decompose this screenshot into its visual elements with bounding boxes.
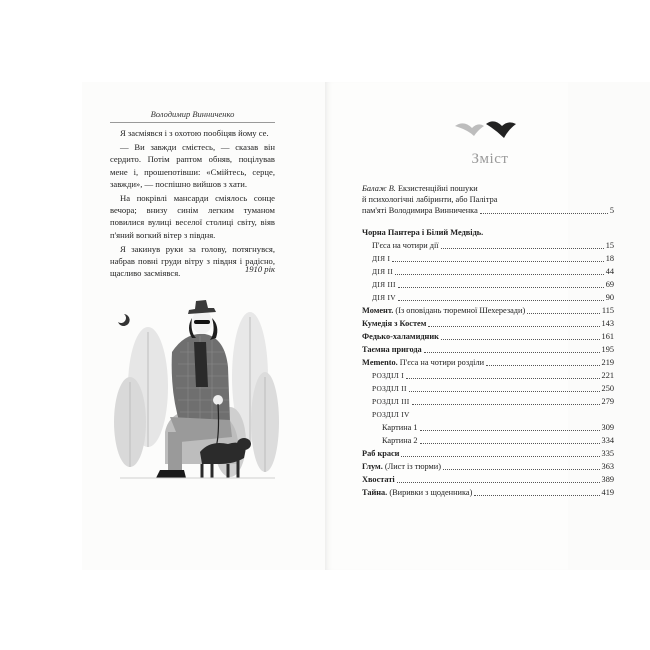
toc-entry[interactable]: ДІЯ І 18 [372,254,614,263]
paragraph: Я закинув руки за голову, потягнувся, набрав повні груди вітру з півдня і радісно, щасливо засміявся. [110,243,275,279]
toc-entry[interactable]: ДІЯ IV 90 [372,293,614,302]
paragraph: — Ви завжди смієтесь, — сказав він сердито. Потім раптом обняв, поцілував мене і, прошепотівши: «Смійтесь, серце, завжди», — поспішно вийшов з хати. [110,142,275,189]
toc-entry[interactable]: Хвостаті 389 [362,475,614,484]
toc-entry[interactable]: РОЗДІЛ ІІ 250 [372,384,614,393]
toc-entry[interactable]: Memento. П'єса на чотири розділи 219 [362,358,614,367]
toc-entry[interactable]: РОЗДІЛ ІІІ 279 [372,397,614,406]
date-line: 1910 рік [244,264,275,274]
toc-entry[interactable]: Чорна Пантера і Білий Медвідь. [362,228,484,237]
toc-entry[interactable]: РОЗДІЛ І 221 [372,371,614,380]
toc-entry[interactable]: Таємна пригода 195 [362,345,614,354]
toc-entry[interactable]: Картина 2 334 [382,436,614,445]
man-with-dog-illustration [110,292,280,492]
toc-entry[interactable]: Момент. (Із оповідань тюремної Шехерезади) 115 [362,306,614,315]
toc-intro-line3[interactable]: пам'яті Володимира Винниченка 5 [362,206,614,215]
toc-intro-line2: й психологічні лабіринти, або Палітра [362,195,498,204]
toc-entry[interactable]: ДІЯ ІІ 44 [372,267,614,276]
paragraph: На покрівлі мансарди сміялось сонце вечора; внизу синім легким туманом повилися вулиці веселої столиці світу, віяв п'яний вогкий вітер з півдня. [110,193,275,240]
toc-title: Зміст [471,151,509,167]
toc-entry[interactable]: РОЗДІЛ IV [372,410,410,419]
toc-entry[interactable]: ДІЯ ІІІ 69 [372,280,614,289]
running-head: Володимир Винниченко [110,109,275,123]
birds-ornament-icon [450,116,520,142]
moon-icon [118,314,130,326]
toc-entry[interactable]: Раб краси 335 [362,449,614,458]
toc-entry[interactable]: Кумедія з Костем 143 [362,319,614,328]
toc-entry[interactable]: Тайна. (Виривки з щоденника) 419 [362,488,614,497]
toc-entry[interactable]: Картина 1 309 [382,423,614,432]
toc-intro-line1: Балаж В. Екзистенційні пошуки [362,184,478,193]
toc-entry[interactable]: Глум. (Лист із тюрми) 363 [362,462,614,471]
body-text [110,127,275,279]
sunglasses-icon [194,320,210,324]
toc-entry[interactable]: П'єса на чотири дії 15 [372,241,614,250]
paragraph: Я засміявся і з охотою пообіцяв йому се. [120,128,269,138]
toc-entry[interactable]: Федько-халамидник 161 [362,332,614,341]
